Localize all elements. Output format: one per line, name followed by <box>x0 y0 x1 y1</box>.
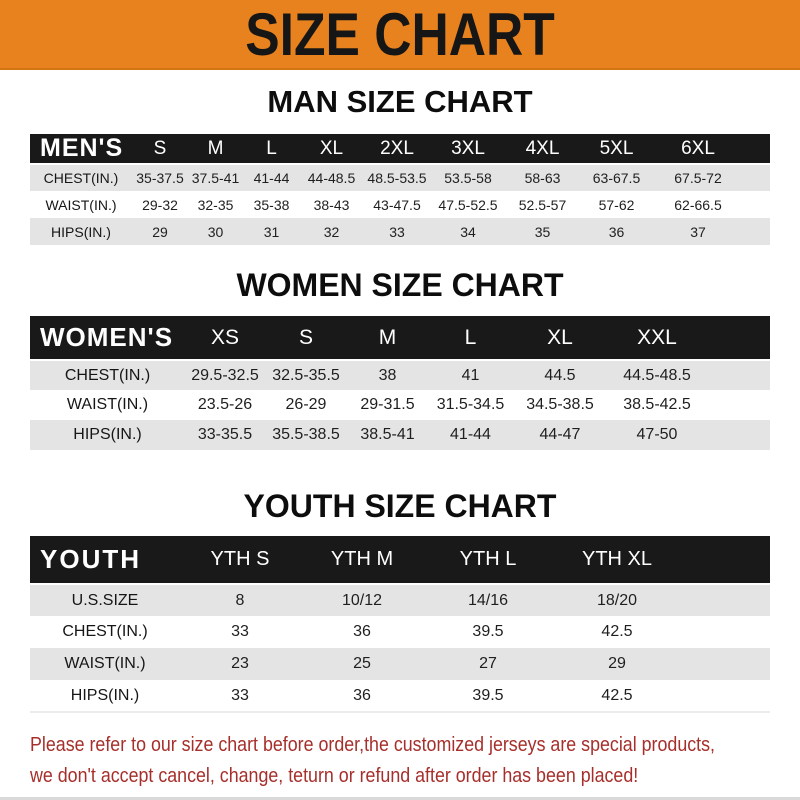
cell: 62-66.5 <box>653 191 743 218</box>
column-header: 3XL <box>431 134 505 164</box>
cell: 33 <box>180 616 300 648</box>
cell: 41-44 <box>428 420 513 450</box>
column-header: L <box>243 134 300 164</box>
cell: 29.5-32.5 <box>185 360 265 390</box>
cell: 23 <box>180 648 300 680</box>
cell-spacer <box>743 191 770 218</box>
cell: 53.5-58 <box>431 164 505 191</box>
page-title: SIZE CHART <box>245 0 555 68</box>
column-header: YTH M <box>300 536 424 584</box>
column-header: XS <box>185 316 265 360</box>
cell: 44-48.5 <box>300 164 363 191</box>
cell: 44-47 <box>513 420 607 450</box>
cell: 26-29 <box>265 390 347 420</box>
cell-spacer <box>682 616 770 648</box>
cell-spacer <box>743 218 770 245</box>
column-header: M <box>347 316 428 360</box>
cell: 38.5-41 <box>347 420 428 450</box>
cell: 47-50 <box>607 420 707 450</box>
cell: 33-35.5 <box>185 420 265 450</box>
column-header: YTH XL <box>552 536 682 584</box>
men-section-heading: MAN SIZE CHART <box>267 84 533 119</box>
cell: 33 <box>180 680 300 712</box>
cell: 35.5-38.5 <box>265 420 347 450</box>
cell-spacer <box>707 390 770 420</box>
cell-spacer <box>682 680 770 712</box>
cell: 35-38 <box>243 191 300 218</box>
cell: 34 <box>431 218 505 245</box>
column-header: YTH S <box>180 536 300 584</box>
row-label: CHEST(IN.) <box>30 164 132 191</box>
cell: 47.5-52.5 <box>431 191 505 218</box>
men-size-table <box>30 134 770 245</box>
cell: 29 <box>132 218 188 245</box>
cell: 38 <box>347 360 428 390</box>
cell: 43-47.5 <box>363 191 431 218</box>
cell: 29-32 <box>132 191 188 218</box>
cell: 36 <box>300 680 424 712</box>
table-row <box>30 648 770 680</box>
row-label: HIPS(IN.) <box>30 218 132 245</box>
cell: 48.5-53.5 <box>363 164 431 191</box>
women-section-heading: WOMEN SIZE CHART <box>236 267 564 303</box>
cell-spacer <box>707 420 770 450</box>
cell: 36 <box>580 218 653 245</box>
footer-note-line2: we don't accept cancel, change, teturn or refund after order has been placed! <box>30 764 639 787</box>
row-label: WAIST(IN.) <box>30 191 132 218</box>
row-label: HIPS(IN.) <box>30 420 185 450</box>
banner <box>0 0 800 70</box>
footer-note <box>30 729 800 791</box>
cell: 8 <box>180 584 300 616</box>
cell: 18/20 <box>552 584 682 616</box>
table-row <box>30 164 770 191</box>
women-table-title: WOMEN'S <box>30 316 185 360</box>
cell: 35 <box>505 218 580 245</box>
men-table-title: MEN'S <box>30 134 132 164</box>
cell: 41 <box>428 360 513 390</box>
youth-section-heading: YOUTH SIZE CHART <box>243 488 557 524</box>
column-header: 4XL <box>505 134 580 164</box>
cell: 33 <box>363 218 431 245</box>
cell: 67.5-72 <box>653 164 743 191</box>
cell: 31 <box>243 218 300 245</box>
youth-table-title: YOUTH <box>30 536 180 584</box>
table-row <box>30 191 770 218</box>
table-row <box>30 360 770 390</box>
cell: 57-62 <box>580 191 653 218</box>
men-header-row <box>30 134 770 164</box>
row-label: WAIST(IN.) <box>30 390 185 420</box>
table-row <box>30 390 770 420</box>
cell-spacer <box>743 164 770 191</box>
cell: 30 <box>188 218 243 245</box>
row-label: WAIST(IN.) <box>30 648 180 680</box>
cell: 41-44 <box>243 164 300 191</box>
column-header: 6XL <box>653 134 743 164</box>
column-header: S <box>265 316 347 360</box>
table-row <box>30 616 770 648</box>
cell-spacer <box>707 360 770 390</box>
cell: 38.5-42.5 <box>607 390 707 420</box>
cell: 42.5 <box>552 680 682 712</box>
cell: 32.5-35.5 <box>265 360 347 390</box>
column-header: 2XL <box>363 134 431 164</box>
cell: 52.5-57 <box>505 191 580 218</box>
column-header: XL <box>300 134 363 164</box>
cell: 10/12 <box>300 584 424 616</box>
column-header: 5XL <box>580 134 653 164</box>
column-header-spacer <box>682 536 770 584</box>
column-header: XXL <box>607 316 707 360</box>
cell: 38-43 <box>300 191 363 218</box>
cell-spacer <box>682 648 770 680</box>
cell: 42.5 <box>552 616 682 648</box>
youth-header-row <box>30 536 770 584</box>
table-row <box>30 680 770 712</box>
cell: 35-37.5 <box>132 164 188 191</box>
column-header-spacer <box>707 316 770 360</box>
footer-note-line1: Please refer to our size chart before order,the customized jerseys are special products, <box>30 733 716 756</box>
table-row <box>30 584 770 616</box>
cell: 37.5-41 <box>188 164 243 191</box>
row-label: CHEST(IN.) <box>30 616 180 648</box>
row-label: CHEST(IN.) <box>30 360 185 390</box>
cell: 58-63 <box>505 164 580 191</box>
column-header: L <box>428 316 513 360</box>
cell: 44.5-48.5 <box>607 360 707 390</box>
cell: 25 <box>300 648 424 680</box>
women-size-table <box>30 316 770 450</box>
cell: 29 <box>552 648 682 680</box>
cell: 27 <box>424 648 552 680</box>
cell: 44.5 <box>513 360 607 390</box>
cell: 39.5 <box>424 616 552 648</box>
column-header: XL <box>513 316 607 360</box>
cell: 39.5 <box>424 680 552 712</box>
cell: 36 <box>300 616 424 648</box>
cell: 23.5-26 <box>185 390 265 420</box>
column-header: M <box>188 134 243 164</box>
women-header-row <box>30 316 770 360</box>
table-row <box>30 420 770 450</box>
cell: 29-31.5 <box>347 390 428 420</box>
cell: 32 <box>300 218 363 245</box>
youth-size-table <box>30 536 770 713</box>
column-header: YTH L <box>424 536 552 584</box>
cell-spacer <box>682 584 770 616</box>
cell: 32-35 <box>188 191 243 218</box>
row-label: U.S.SIZE <box>30 584 180 616</box>
column-header-spacer <box>743 134 770 164</box>
column-header: S <box>132 134 188 164</box>
cell: 63-67.5 <box>580 164 653 191</box>
cell: 37 <box>653 218 743 245</box>
row-label: HIPS(IN.) <box>30 680 180 712</box>
cell: 34.5-38.5 <box>513 390 607 420</box>
cell: 31.5-34.5 <box>428 390 513 420</box>
table-row <box>30 218 770 245</box>
cell: 14/16 <box>424 584 552 616</box>
